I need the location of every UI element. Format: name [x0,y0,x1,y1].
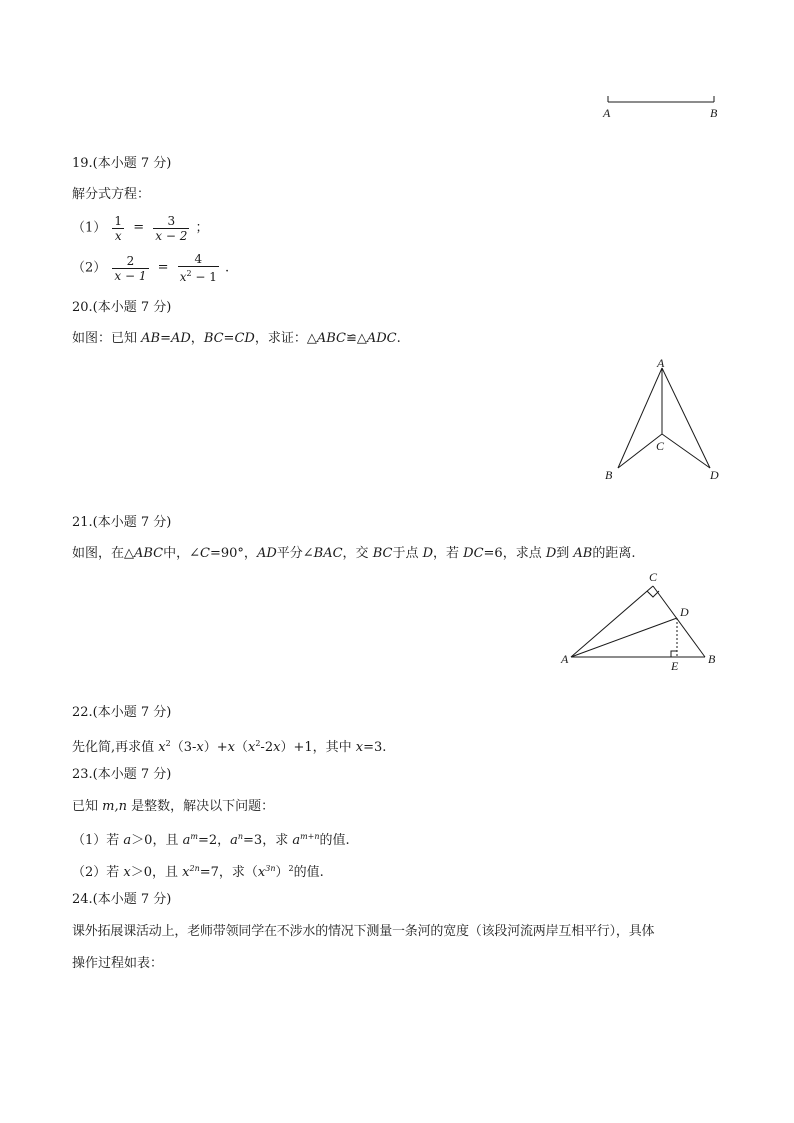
q21-triangle-figure [555,565,730,675]
q23-part-2: （2）若 x＞0，且 $x^{2n}=7$，求$(x^{3n})^2$的值. [72,864,324,880]
point-c-label: C [656,439,665,453]
segment-ab [608,96,714,102]
q19-header: 19.(本小题 7 分) [72,156,172,171]
q21-statement: 如图，在△ABC中，∠C=90°，AD平分∠BAC，交 BC于点 D，若 DC=6，求点 D到 AB的距离. [72,546,636,561]
q19-eq2-end: . [225,260,230,276]
q24-line-1: 课外拓展课活动上，老师带领同学在不涉水的情况下测量一条河的宽度（该段河流两岸互相平行），具体 [72,924,655,939]
q20-header: 20.(本小题 7 分) [72,300,172,315]
q20-statement: 如图：已知 AB=AD，BC=CD，求证：△ABC≌△ADC. [72,331,401,346]
segment-dc [662,434,710,468]
point-d-label: D [710,468,719,482]
q23-header: 23.(本小题 7 分) [72,767,172,782]
q19-eq1-left-fraction: $\frac{1}{x}$ [114,213,123,243]
right-angle-mark-e [671,651,677,657]
point-d-label: D [680,605,689,619]
q19-equation-1: （1） $\frac{1}{x}$ = $\frac{3}{x - 2}$ ； [72,213,209,243]
q22-header: 22.(本小题 7 分) [72,705,172,720]
q22-statement: 先化简,再求值 $x^2(3-x)+x(x^2-2x)+1$，其中 x=3. [72,739,387,755]
segment-ad [662,368,710,468]
point-a-label: A [603,106,611,120]
segment-ab-figure [600,92,725,122]
q24-line-2: 操作过程如表： [72,956,164,971]
q19-eq1-end: ； [195,220,209,236]
point-b-label: B [605,468,613,482]
q19-instruction: 解分式方程： [72,187,151,202]
q19-eq1-number: （1） [72,220,107,236]
point-a-label: A [561,652,569,666]
q19-eq2-right-fraction: $\frac{4}{x^2 - 1}$ [179,252,217,284]
q23-part-1: （1）若 a＞0，且 $a^m=2$，$a^n=3$，求 $a^{m+n}$的值. [72,832,350,848]
point-a-label: A [657,356,665,370]
q24-header: 24.(本小题 7 分) [72,892,172,907]
segment-ab [618,368,662,468]
point-b-label: B [708,652,716,666]
q19-equation-2: （2） $\frac{2}{x - 1}$ = $\frac{4}{x^2 - 1}$ . [72,252,230,284]
segment-ac [571,586,653,657]
segment-ad [571,618,677,657]
q20-kite-figure [600,352,730,487]
point-b-label: B [710,106,718,120]
segment-cb [653,586,705,657]
point-e-label: E [671,659,679,673]
q19-eq2-number: （2） [72,260,107,276]
q21-header: 21.(本小题 7 分) [72,515,172,530]
q19-eq2-left-fraction: $\frac{2}{x - 1}$ [114,253,147,283]
q19-eq1-right-fraction: $\frac{3}{x - 2}$ [155,213,188,243]
point-c-label: C [649,570,658,584]
q23-intro: 已知 m,n 是整数，解决以下问题： [72,799,275,814]
